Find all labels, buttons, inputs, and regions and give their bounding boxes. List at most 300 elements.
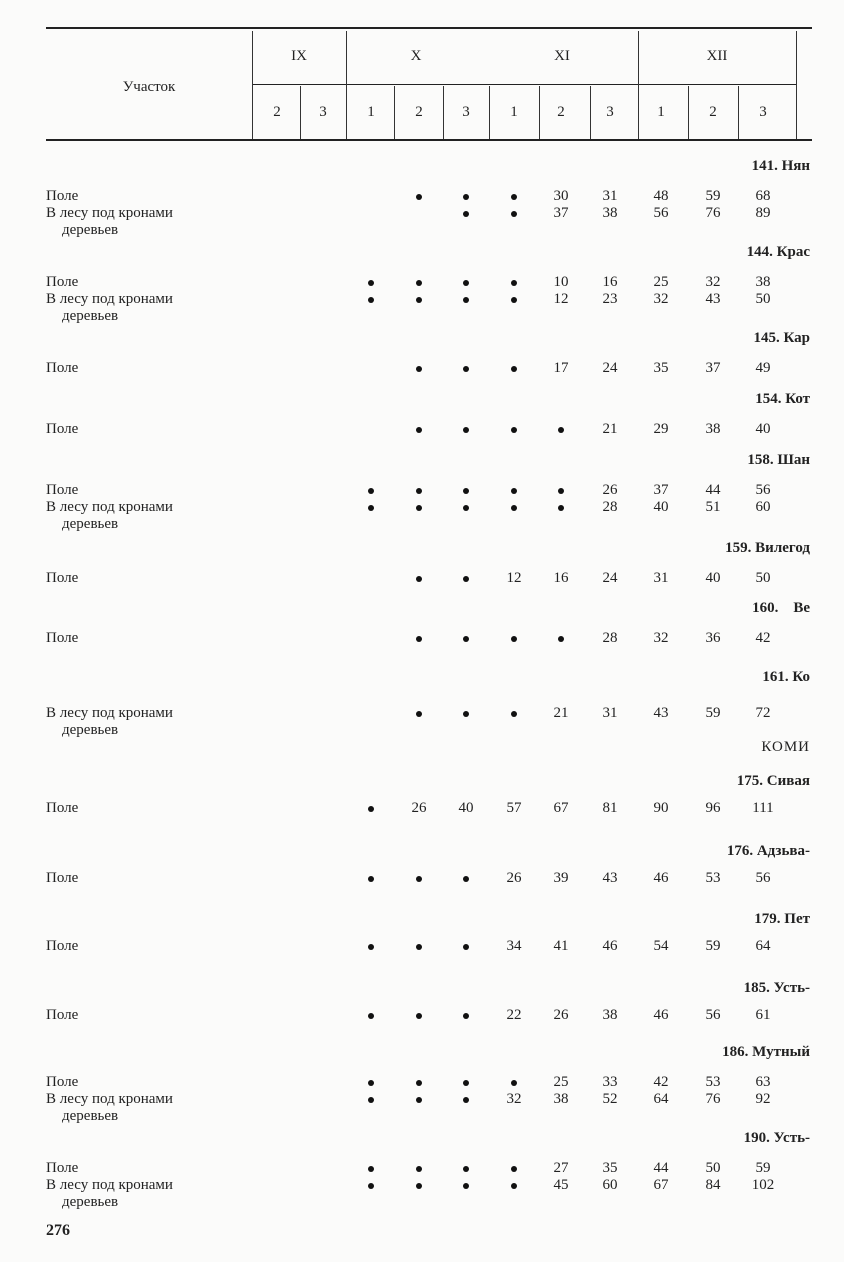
table-cell: 40 — [705, 570, 721, 586]
table-cell: 28 — [602, 630, 618, 646]
row-label — [46, 291, 173, 325]
no-data-dot — [443, 274, 489, 291]
no-data-dot — [491, 1074, 537, 1091]
dot-icon — [416, 194, 422, 200]
no-data-dot — [491, 188, 537, 205]
station-title: 160. Ве — [752, 600, 810, 616]
dot-icon — [463, 194, 469, 200]
no-data-dot — [443, 482, 489, 499]
month-header: XI — [554, 48, 570, 64]
no-data-dot — [443, 1074, 489, 1091]
table-cell: 16 — [602, 274, 618, 290]
no-data-dot — [443, 499, 489, 516]
table-cell: 48 — [653, 188, 669, 204]
table-cell: 45 — [553, 1177, 569, 1193]
row-label — [46, 188, 78, 205]
station-title: 161. Ко — [762, 669, 810, 685]
row-label — [46, 570, 78, 587]
no-data-dot — [396, 1177, 442, 1194]
header-column-rule — [346, 31, 347, 139]
table-cell: 29 — [653, 421, 669, 437]
month-header: X — [410, 48, 422, 64]
no-data-dot — [443, 421, 489, 438]
table-cell: 90 — [653, 800, 669, 816]
row-label — [46, 274, 78, 291]
row-label-line: деревьев — [62, 722, 119, 738]
decade-header: 1 — [510, 104, 518, 120]
dot-icon — [416, 876, 422, 882]
table-cell: 25 — [653, 274, 669, 290]
row-label-line: деревьев — [62, 1194, 119, 1210]
table-cell: 10 — [553, 274, 569, 290]
row-label-line: Поле — [46, 360, 79, 376]
row-label-line: Поле — [46, 421, 79, 437]
table-cell: 56 — [653, 205, 669, 221]
decade-header: 3 — [759, 104, 767, 120]
month-header: XII — [706, 48, 728, 64]
table-cell: 111 — [752, 800, 774, 816]
table-cell: 59 — [705, 705, 721, 721]
dot-icon — [416, 944, 422, 950]
row-label-line: Поле — [46, 188, 79, 204]
header-column-rule — [394, 86, 395, 139]
dot-icon — [463, 576, 469, 582]
dot-icon — [463, 427, 469, 433]
dot-icon — [416, 427, 422, 433]
dot-icon — [511, 280, 517, 286]
header-bottom-rule — [46, 139, 812, 141]
row-label — [46, 1007, 78, 1024]
table-cell: 50 — [705, 1160, 721, 1176]
table-cell: 38 — [602, 205, 618, 221]
dot-icon — [368, 944, 374, 950]
no-data-dot — [348, 800, 394, 817]
table-cell: 67 — [553, 800, 569, 816]
dot-icon — [368, 1080, 374, 1086]
no-data-dot — [348, 870, 394, 887]
dot-icon — [416, 1097, 422, 1103]
dot-icon — [463, 1013, 469, 1019]
dot-icon — [511, 1166, 517, 1172]
dot-icon — [511, 505, 517, 511]
no-data-dot — [348, 1160, 394, 1177]
row-label — [46, 205, 173, 239]
row-label-line: Поле — [46, 1007, 79, 1023]
row-label — [46, 1160, 78, 1177]
row-label-line: Поле — [46, 482, 79, 498]
decade-header: 2 — [709, 104, 717, 120]
table-cell: 35 — [653, 360, 669, 376]
dot-icon — [511, 711, 517, 717]
header-column-rule — [300, 86, 301, 139]
table-cell: 92 — [755, 1091, 771, 1107]
row-label — [46, 870, 78, 887]
row-label — [46, 630, 78, 647]
table-cell: 63 — [755, 1074, 771, 1090]
row-label — [46, 482, 78, 499]
row-label-line: Поле — [46, 274, 79, 290]
table-cell: 40 — [653, 499, 669, 515]
table-cell: 40 — [755, 421, 771, 437]
table-cell: 30 — [553, 188, 569, 204]
page-number: 276 — [46, 1222, 70, 1239]
table-cell: 26 — [553, 1007, 569, 1023]
dot-icon — [368, 876, 374, 882]
decade-header: 3 — [319, 104, 327, 120]
no-data-dot — [396, 274, 442, 291]
no-data-dot — [491, 705, 537, 722]
table-cell: 31 — [602, 705, 618, 721]
dot-icon — [511, 194, 517, 200]
table-cell: 37 — [553, 205, 569, 221]
no-data-dot — [443, 1177, 489, 1194]
no-data-dot — [443, 1007, 489, 1024]
dot-icon — [416, 488, 422, 494]
table-cell: 81 — [602, 800, 618, 816]
station-title: 175. Сивая — [736, 773, 810, 789]
table-cell: 37 — [705, 360, 721, 376]
dot-icon — [416, 297, 422, 303]
no-data-dot — [396, 570, 442, 587]
table-cell: 37 — [653, 482, 669, 498]
table-cell: 43 — [705, 291, 721, 307]
table-cell: 24 — [602, 570, 618, 586]
no-data-dot — [538, 499, 584, 516]
row-label-line: Поле — [46, 630, 79, 646]
table-cell: 59 — [705, 188, 721, 204]
dot-icon — [463, 297, 469, 303]
header-label: Участок — [122, 79, 176, 95]
dot-icon — [368, 297, 374, 303]
no-data-dot — [348, 482, 394, 499]
dot-icon — [416, 366, 422, 372]
station-title: 190. Усть- — [743, 1130, 810, 1146]
decade-header: 1 — [657, 104, 665, 120]
no-data-dot — [443, 205, 489, 222]
table-cell: 54 — [653, 938, 669, 954]
row-label — [46, 1177, 173, 1211]
no-data-dot — [396, 1160, 442, 1177]
table-cell: 61 — [755, 1007, 771, 1023]
table-cell: 36 — [705, 630, 721, 646]
table-cell: 44 — [705, 482, 721, 498]
header-column-rule — [539, 86, 540, 139]
no-data-dot — [443, 188, 489, 205]
table-cell: 84 — [705, 1177, 721, 1193]
station-title: 159. Вилегод — [725, 540, 810, 556]
no-data-dot — [396, 1074, 442, 1091]
table-cell: 59 — [705, 938, 721, 954]
no-data-dot — [396, 421, 442, 438]
table-cell: 72 — [755, 705, 771, 721]
table-cell: 42 — [653, 1074, 669, 1090]
no-data-dot — [538, 482, 584, 499]
table-cell: 64 — [755, 938, 771, 954]
dot-icon — [368, 488, 374, 494]
no-data-dot — [491, 482, 537, 499]
dot-icon — [463, 944, 469, 950]
dot-icon — [368, 505, 374, 511]
header-column-rule — [443, 86, 444, 139]
table-cell: 56 — [705, 1007, 721, 1023]
no-data-dot — [491, 291, 537, 308]
header-column-rule — [796, 31, 797, 139]
row-label — [46, 421, 78, 438]
table-cell: 49 — [755, 360, 771, 376]
no-data-dot — [348, 274, 394, 291]
row-label-line: В лесу под кронами — [46, 1177, 173, 1193]
table-cell: 60 — [602, 1177, 618, 1193]
no-data-dot — [396, 705, 442, 722]
no-data-dot — [348, 499, 394, 516]
table-cell: 41 — [553, 938, 569, 954]
table-cell: 43 — [602, 870, 618, 886]
row-label-line: деревьев — [62, 516, 119, 532]
table-cell: 22 — [506, 1007, 522, 1023]
no-data-dot — [491, 499, 537, 516]
no-data-dot — [443, 1160, 489, 1177]
no-data-dot — [538, 421, 584, 438]
row-label-line: В лесу под кронами — [46, 499, 173, 515]
decade-header: 3 — [606, 104, 614, 120]
no-data-dot — [396, 482, 442, 499]
table-cell: 12 — [506, 570, 522, 586]
dot-icon — [368, 1166, 374, 1172]
station-title: 158. Шан — [747, 452, 810, 468]
table-cell: 59 — [755, 1160, 771, 1176]
table-cell: 17 — [553, 360, 569, 376]
dot-icon — [416, 1080, 422, 1086]
dot-icon — [368, 806, 374, 812]
no-data-dot — [491, 1177, 537, 1194]
no-data-dot — [443, 291, 489, 308]
table-cell: 31 — [602, 188, 618, 204]
dot-icon — [463, 1097, 469, 1103]
table-cell: 56 — [755, 482, 771, 498]
no-data-dot — [443, 570, 489, 587]
row-label-line: деревьев — [62, 1108, 119, 1124]
no-data-dot — [491, 205, 537, 222]
table-cell: 50 — [755, 291, 771, 307]
row-label — [46, 705, 173, 739]
table-cell: 102 — [751, 1177, 775, 1193]
row-label-line: В лесу под кронами — [46, 291, 173, 307]
table-cell: 24 — [602, 360, 618, 376]
table-cell: 67 — [653, 1177, 669, 1193]
table-cell: 44 — [653, 1160, 669, 1176]
decade-header: 2 — [273, 104, 281, 120]
month-header: IX — [291, 48, 307, 64]
table-cell: 76 — [705, 205, 721, 221]
no-data-dot — [443, 870, 489, 887]
station-title: 176. Адзьва- — [726, 843, 810, 859]
header-column-rule — [252, 31, 253, 139]
no-data-dot — [491, 630, 537, 647]
row-label — [46, 360, 78, 377]
no-data-dot — [348, 1007, 394, 1024]
table-cell: 32 — [705, 274, 721, 290]
dot-icon — [558, 505, 564, 511]
table-cell: 32 — [653, 291, 669, 307]
row-label-line: деревьев — [62, 222, 119, 238]
row-label — [46, 800, 78, 817]
no-data-dot — [491, 274, 537, 291]
no-data-dot — [443, 938, 489, 955]
table-cell: 53 — [705, 1074, 721, 1090]
table-cell: 38 — [602, 1007, 618, 1023]
station-title: 186. Мутный — [722, 1044, 810, 1060]
dot-icon — [463, 1080, 469, 1086]
no-data-dot — [443, 1091, 489, 1108]
table-cell: 27 — [553, 1160, 569, 1176]
no-data-dot — [348, 1074, 394, 1091]
table-cell: 26 — [411, 800, 427, 816]
row-label-line: Поле — [46, 938, 79, 954]
table-cell: 16 — [553, 570, 569, 586]
table-cell: 57 — [506, 800, 522, 816]
table-cell: 43 — [653, 705, 669, 721]
table-cell: 42 — [755, 630, 771, 646]
dot-icon — [558, 488, 564, 494]
table-cell: 23 — [602, 291, 618, 307]
table-cell: 35 — [602, 1160, 618, 1176]
decade-header: 1 — [367, 104, 375, 120]
table-cell: 38 — [553, 1091, 569, 1107]
table-cell: 28 — [602, 499, 618, 515]
table-cell: 40 — [458, 800, 474, 816]
dot-icon — [416, 280, 422, 286]
header-column-rule — [738, 86, 739, 139]
no-data-dot — [396, 499, 442, 516]
no-data-dot — [348, 1177, 394, 1194]
no-data-dot — [348, 938, 394, 955]
table-cell: 46 — [653, 1007, 669, 1023]
no-data-dot — [491, 1160, 537, 1177]
no-data-dot — [443, 360, 489, 377]
table-cell: 25 — [553, 1074, 569, 1090]
no-data-dot — [348, 1091, 394, 1108]
table-cell: 46 — [602, 938, 618, 954]
table-cell: 56 — [755, 870, 771, 886]
table-cell: 31 — [653, 570, 669, 586]
table-cell: 52 — [602, 1091, 618, 1107]
table-cell: 21 — [553, 705, 569, 721]
no-data-dot — [396, 291, 442, 308]
dot-icon — [416, 1166, 422, 1172]
dot-icon — [463, 1183, 469, 1189]
decade-header: 3 — [462, 104, 470, 120]
table-cell: 38 — [755, 274, 771, 290]
row-label — [46, 1074, 78, 1091]
table-cell: 32 — [506, 1091, 522, 1107]
row-label — [46, 499, 173, 533]
dot-icon — [368, 1013, 374, 1019]
dot-icon — [463, 366, 469, 372]
no-data-dot — [491, 421, 537, 438]
table-cell: 33 — [602, 1074, 618, 1090]
dot-icon — [416, 636, 422, 642]
dot-icon — [416, 1183, 422, 1189]
dot-icon — [511, 211, 517, 217]
station-title: 154. Кот — [755, 391, 810, 407]
dot-icon — [368, 280, 374, 286]
dot-icon — [463, 211, 469, 217]
no-data-dot — [348, 291, 394, 308]
no-data-dot — [538, 630, 584, 647]
dot-icon — [416, 1013, 422, 1019]
dot-icon — [558, 427, 564, 433]
table-cell: 32 — [653, 630, 669, 646]
dot-icon — [368, 1097, 374, 1103]
station-title: 185. Усть- — [743, 980, 810, 996]
header-column-rule — [590, 86, 591, 139]
dot-icon — [463, 711, 469, 717]
table-cell: 64 — [653, 1091, 669, 1107]
row-label-line: Поле — [46, 870, 79, 886]
dot-icon — [511, 366, 517, 372]
dot-icon — [511, 427, 517, 433]
row-label-line: Поле — [46, 1160, 79, 1176]
no-data-dot — [396, 1091, 442, 1108]
dot-icon — [368, 1183, 374, 1189]
no-data-dot — [396, 360, 442, 377]
station-title: 144. Крас — [746, 244, 810, 260]
table-cell: 96 — [705, 800, 721, 816]
dot-icon — [416, 576, 422, 582]
dot-icon — [463, 505, 469, 511]
dot-icon — [558, 636, 564, 642]
header-column-rule — [638, 31, 639, 139]
table-cell: 38 — [705, 421, 721, 437]
table-cell: 51 — [705, 499, 721, 515]
table-cell: 89 — [755, 205, 771, 221]
table-cell: 60 — [755, 499, 771, 515]
row-label-line: Поле — [46, 800, 79, 816]
dot-icon — [511, 636, 517, 642]
row-label — [46, 1091, 173, 1125]
dot-icon — [463, 280, 469, 286]
row-label-line: деревьев — [62, 308, 119, 324]
dot-icon — [463, 636, 469, 642]
station-title: 145. Кар — [753, 330, 810, 346]
row-label-line: В лесу под кронами — [46, 1091, 173, 1107]
no-data-dot — [396, 870, 442, 887]
header-column-rule — [489, 86, 490, 139]
dot-icon — [511, 1183, 517, 1189]
station-title: 141. Нян — [751, 158, 810, 174]
header-column-rule — [688, 86, 689, 139]
dot-icon — [511, 1080, 517, 1086]
region-label: КОМИ — [761, 739, 810, 755]
table-cell: 39 — [553, 870, 569, 886]
no-data-dot — [396, 938, 442, 955]
row-label-line: Поле — [46, 1074, 79, 1090]
no-data-dot — [491, 360, 537, 377]
dot-icon — [463, 488, 469, 494]
table-cell: 26 — [506, 870, 522, 886]
station-title: 179. Пет — [754, 911, 810, 927]
table-cell: 53 — [705, 870, 721, 886]
row-label-line: В лесу под кронами — [46, 705, 173, 721]
dot-icon — [463, 876, 469, 882]
no-data-dot — [396, 1007, 442, 1024]
table-cell: 21 — [602, 421, 618, 437]
table-cell: 68 — [755, 188, 771, 204]
header-mid-rule — [252, 84, 796, 85]
no-data-dot — [396, 630, 442, 647]
table-cell: 50 — [755, 570, 771, 586]
table-cell: 46 — [653, 870, 669, 886]
